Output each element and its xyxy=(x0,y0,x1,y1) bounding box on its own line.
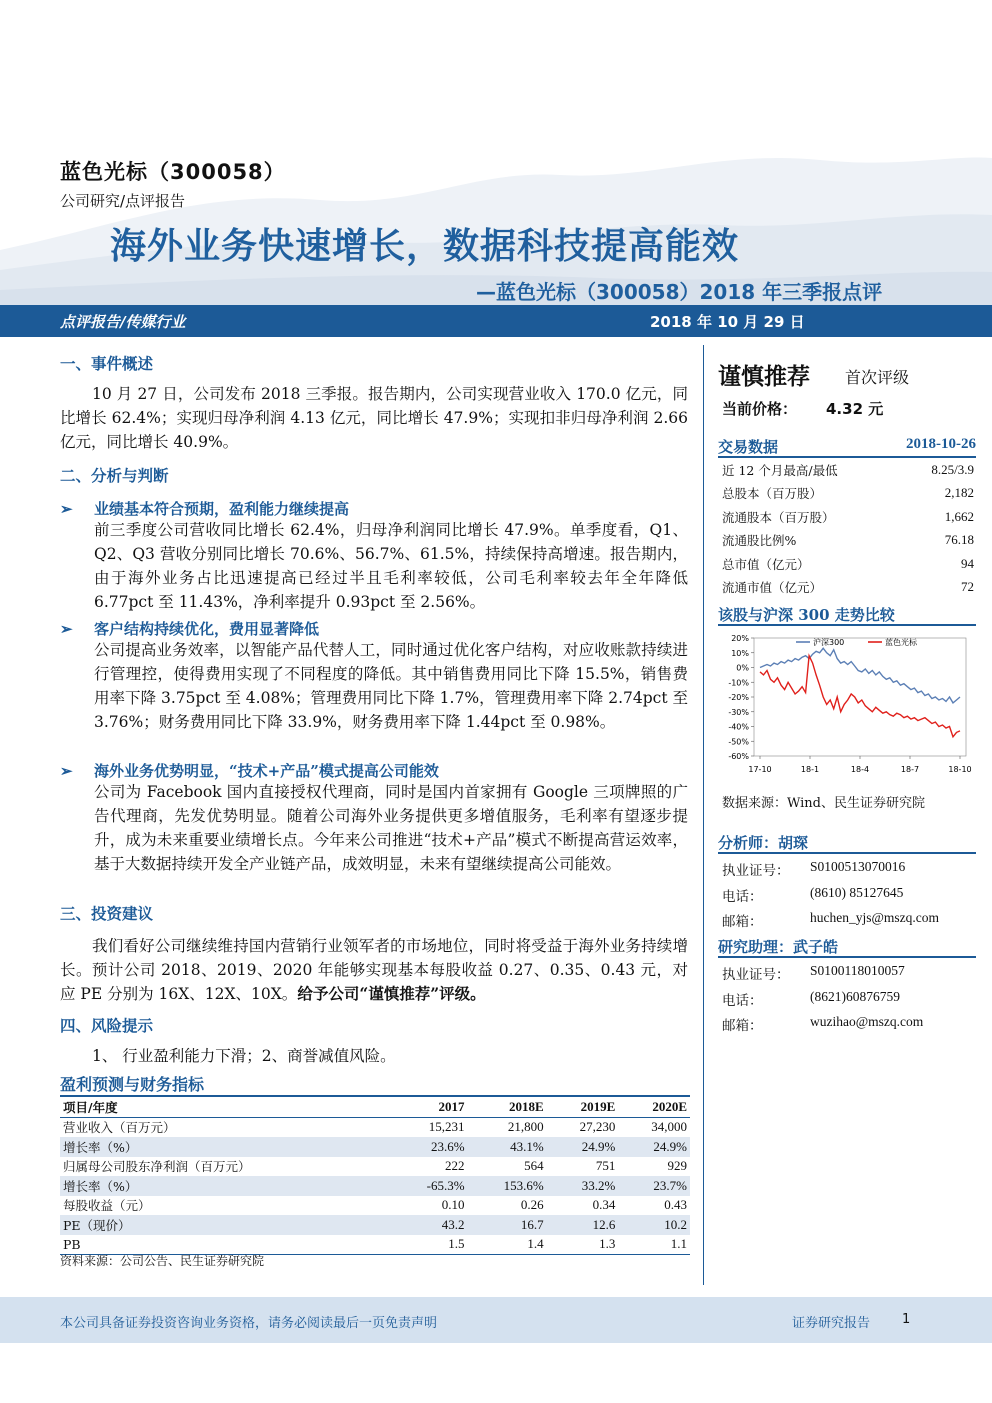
table-cell: 43.1% xyxy=(468,1137,547,1157)
table-header-cell: 2020E xyxy=(618,1096,690,1117)
table-row xyxy=(60,1176,690,1196)
rating-note: 首次评级 xyxy=(845,368,910,387)
table-cell: 751 xyxy=(595,1158,616,1174)
y-tick-label: -30% xyxy=(728,707,749,717)
table-row xyxy=(60,1196,690,1216)
contact-row xyxy=(722,910,974,930)
bullet-head-2 xyxy=(60,618,319,639)
contact-key: 执业证号： xyxy=(722,967,790,983)
analyst-rule xyxy=(718,852,976,854)
contact-key: 电话： xyxy=(722,888,763,905)
paragraph: 1、 行业盈利能力下滑；2、商誉减值风险。 xyxy=(92,1047,396,1065)
table-cell: PE（现价） xyxy=(60,1215,392,1235)
x-tick-label: 18-10 xyxy=(948,765,972,774)
paragraph xyxy=(60,934,688,1006)
trade-value: 2,182 xyxy=(944,485,974,500)
trade-key: 总市值（亿元） xyxy=(722,556,810,572)
x-tick-label: 18-4 xyxy=(850,765,870,774)
table-cell: 23.7% xyxy=(618,1176,690,1196)
table-header-cell: 2017 xyxy=(392,1096,467,1117)
price-comparison-chart xyxy=(718,628,976,780)
series-line-1 xyxy=(760,648,960,703)
contact-row xyxy=(722,1014,974,1034)
trade-key: 流通市值（亿元） xyxy=(722,580,823,595)
category-label: 点评报告/传媒行业 xyxy=(60,313,186,331)
trade-key: 流通股比例% xyxy=(722,533,797,548)
trade-row xyxy=(722,552,974,575)
contact-value: wuzihao@mszq.com xyxy=(810,1014,924,1029)
contact-value: S0100513070016 xyxy=(810,859,906,874)
footer-doc-type: 证券研究报告 xyxy=(792,1316,871,1331)
company-name: 蓝色光标（300058） xyxy=(60,160,286,184)
contact-key: 电话： xyxy=(722,992,763,1009)
table-cell: 1.3 xyxy=(547,1235,619,1255)
fin-table-source: 资料来源：公司公告、民生证券研究院 xyxy=(60,1254,265,1268)
contact-row xyxy=(722,859,974,879)
table-cell: 222 xyxy=(445,1158,465,1174)
trade-data-header xyxy=(718,436,976,457)
arrow-bullet-icon: ➢ xyxy=(60,500,73,518)
trade-row xyxy=(722,529,974,552)
contact-row xyxy=(722,989,974,1009)
trade-data-date: 2018-10-26 xyxy=(906,436,976,452)
table-cell: 16.7 xyxy=(468,1215,547,1235)
trade-value: 76.18 xyxy=(944,532,974,547)
page-number: 1 xyxy=(902,1312,911,1327)
footer-disclaimer: 本公司具备证券投资咨询业务资格，请务必阅读最后一页免责声明 xyxy=(60,1316,438,1331)
table-header-cell: 2019E xyxy=(547,1096,619,1117)
price-value: 4.32 元 xyxy=(826,400,884,418)
trade-data-title: 交易数据 xyxy=(718,438,779,456)
bullet-text-2: 公司提高业务效率，以智能产品代替人工，同时通过优化客户结构，对应收账款持续进行管理控，使得费用实现了不同程度的降低。其中销售费用同比下降 15.5%，销售费用率下降 3.75pct 至 4.08%；管理费用同比下降 1.7%，管理费用率下降 2.74pct 至 3.76%；财务费用同比下降 33.9%，财务费用率下降 1.44pct 至 0.98%。 xyxy=(94,641,688,731)
contact-key: 执业证号： xyxy=(722,863,790,879)
bullet-text-3: 公司为 Facebook 国内直接授权代理商，同时是国内首家拥有 Google 三项牌照的广告代理商，先发优势明显。随着公司海外业务提供更多增值服务，毛利率有望逐步提升，成为未来重要业绩增长点。今年来公司推进“技术+产品”模式不断提高营运效率，基于大数据持续开发全产业链产品，成效明显，未来有望继续提高公司能效。 xyxy=(94,783,688,873)
bullet-head-text: 客户结构持续优化，费用显著降低 xyxy=(94,620,320,638)
table-cell: 0.34 xyxy=(592,1197,616,1213)
assistant-rule xyxy=(718,956,976,958)
contact-value: huchen_yjs@mszq.com xyxy=(810,910,940,925)
table-cell: 10.2 xyxy=(618,1215,690,1235)
arrow-bullet-icon: ➢ xyxy=(60,762,73,780)
trade-key: 流通股本（百万股） xyxy=(722,509,835,525)
table-cell: 1.5 xyxy=(392,1235,467,1255)
price-label: 当前价格： xyxy=(722,400,798,418)
x-tick-label: 18-7 xyxy=(900,765,920,774)
y-tick-label: -10% xyxy=(728,678,749,688)
table-cell: 23.6% xyxy=(392,1137,467,1157)
y-tick-label: -60% xyxy=(728,752,749,761)
table-cell: 增长率（%） xyxy=(60,1137,392,1157)
report-date: 2018 年 10 月 29 日 xyxy=(650,313,805,331)
table-cell: 15,231 xyxy=(428,1119,465,1135)
table-header-cell: 项目/年度 xyxy=(60,1096,392,1117)
table-cell: 0.10 xyxy=(441,1197,465,1213)
table-cell: 12.6 xyxy=(547,1215,619,1235)
legend-label: 蓝色光标 xyxy=(885,638,917,647)
rating-statement: 给予公司“谨慎推荐”评级。 xyxy=(297,984,486,1003)
contact-value: (8610) 85127645 xyxy=(810,884,904,900)
chart-title-rule xyxy=(718,624,976,626)
table-header-cell: 2018E xyxy=(468,1096,547,1117)
bullet-text-1: 前三季度公司营收同比增长 62.4%，归母净利润同比增长 47.9%。单季度看，Q1、Q2、Q3 营收分别同比增长 70.6%、56.7%、61.5%，持续保持高增速。报告期内，由于海外业务占比迅速提高已经过半且毛利率较低，公司毛利率较去年全年降低 6.77pct 至 11.43%，净利率提升 0.93pct 至 2.56%。 xyxy=(94,521,688,611)
section-event-title: 一、事件概述 xyxy=(60,354,154,373)
financial-table xyxy=(60,1095,690,1255)
table-cell: 34,000 xyxy=(651,1119,687,1135)
x-tick-label: 18-1 xyxy=(800,765,820,774)
report-subtitle: —蓝色光标（300058）2018 年三季报点评 xyxy=(476,280,883,304)
table-cell: 归属母公司股东净利润（百万元） xyxy=(63,1159,251,1175)
table-cell: 24.9% xyxy=(618,1137,690,1157)
paragraph: 10 月 27 日，公司发布 2018 三季报。报告期内，公司实现营业收入 170.0 亿元，同比增长 62.4%；实现归母净利润 4.13 亿元，同比增长 47.9%；实现扣非归母净利润 2.66 亿元，同比增长 40.9%。 xyxy=(60,385,688,451)
table-cell: 929 xyxy=(667,1158,687,1174)
table-cell: 43.2 xyxy=(392,1215,467,1235)
contact-key: 邮箱： xyxy=(722,1018,763,1034)
table-cell: 1.4 xyxy=(468,1235,547,1255)
contact-value: (8621)60876759 xyxy=(810,988,900,1004)
legend-label: 沪深300 xyxy=(813,638,845,647)
section-risk-text xyxy=(60,1044,688,1068)
bullet-head-1 xyxy=(60,498,349,519)
table-cell: PB xyxy=(60,1235,392,1255)
table-row xyxy=(60,1137,690,1157)
table-cell: 每股收益（元） xyxy=(63,1198,151,1214)
contact-row xyxy=(722,885,974,905)
table-cell: 0.43 xyxy=(664,1197,687,1213)
table-cell: 营业收入（百万元） xyxy=(63,1120,176,1136)
analyst-title: 分析师：胡琛 xyxy=(718,834,809,852)
section-investment-title: 三、投资建议 xyxy=(60,904,154,923)
trade-value: 72 xyxy=(961,579,974,594)
section-event-text xyxy=(60,382,688,454)
table-cell: 153.6% xyxy=(468,1176,547,1196)
table-cell: -65.3% xyxy=(392,1176,467,1196)
chart-source: 数据来源：Wind、民生证券研究院 xyxy=(722,796,925,811)
y-tick-label: 0% xyxy=(736,663,749,673)
arrow-bullet-icon: ➢ xyxy=(60,620,73,638)
table-row xyxy=(60,1157,690,1177)
table-cell: 24.9% xyxy=(547,1137,619,1157)
y-tick-label: 20% xyxy=(731,634,749,643)
table-cell: 1.1 xyxy=(618,1235,690,1255)
table-row xyxy=(60,1215,690,1235)
contact-value: S0100118010057 xyxy=(810,963,905,978)
contact-row xyxy=(722,963,974,983)
table-cell: 27,230 xyxy=(579,1119,616,1135)
trade-row xyxy=(722,505,974,528)
section-risk-title: 四、风险提示 xyxy=(60,1016,154,1035)
trade-key: 近 12 个月最高/最低 xyxy=(722,462,838,478)
y-tick-label: -50% xyxy=(728,737,749,747)
x-tick-label: 17-10 xyxy=(748,765,772,774)
trade-row xyxy=(722,576,974,599)
table-cell: 21,800 xyxy=(507,1119,544,1135)
trade-value: 8.25/3.9 xyxy=(931,461,974,477)
bullet-head-3 xyxy=(60,760,439,781)
contact-key: 邮箱： xyxy=(722,914,763,930)
trade-row xyxy=(722,458,974,481)
table-header-row xyxy=(60,1096,690,1117)
rating-label: 谨慎推荐 xyxy=(718,364,810,390)
assistant-title: 研究助理：武子皓 xyxy=(718,938,839,956)
y-tick-label: -40% xyxy=(728,722,749,732)
table-cell: 564 xyxy=(524,1158,544,1174)
fin-table-title: 盈利预测与财务指标 xyxy=(60,1075,205,1094)
report-type: 公司研究/点评报告 xyxy=(60,192,186,210)
trade-value: 1,662 xyxy=(944,508,974,524)
report-title: 海外业务快速增长，数据科技提高能效 xyxy=(110,226,740,267)
section-investment-text xyxy=(60,934,688,1006)
y-tick-label: -20% xyxy=(728,693,749,702)
bullet-head-text: 业绩基本符合预期，盈利能力继续提高 xyxy=(94,500,350,518)
table-cell: 33.2% xyxy=(547,1176,619,1196)
chart-title: 该股与沪深 300 走势比较 xyxy=(718,606,895,624)
column-divider xyxy=(703,345,704,1285)
table-cell: 0.26 xyxy=(520,1197,544,1213)
trade-value: 94 xyxy=(961,555,974,571)
y-tick-label: 10% xyxy=(731,648,749,658)
bullet-head-text: 海外业务优势明显，“技术+产品”模式提高公司能效 xyxy=(94,762,439,780)
investment-text: 我们看好公司继续维持国内营销行业领军者的市场地位，同时将受益于海外业务持续增长。预计公司 2018、2019、2020 年能够实现基本每股收益 0.27、0.35、0.43 元，对应 PE 分别为 16X、12X、10X。 xyxy=(60,937,688,1003)
trade-row xyxy=(722,482,974,505)
section-analysis-title: 二、分析与判断 xyxy=(60,466,169,485)
trade-key: 总股本（百万股） xyxy=(722,486,823,501)
table-cell: 增长率（%） xyxy=(60,1176,392,1196)
table-row xyxy=(60,1117,690,1137)
